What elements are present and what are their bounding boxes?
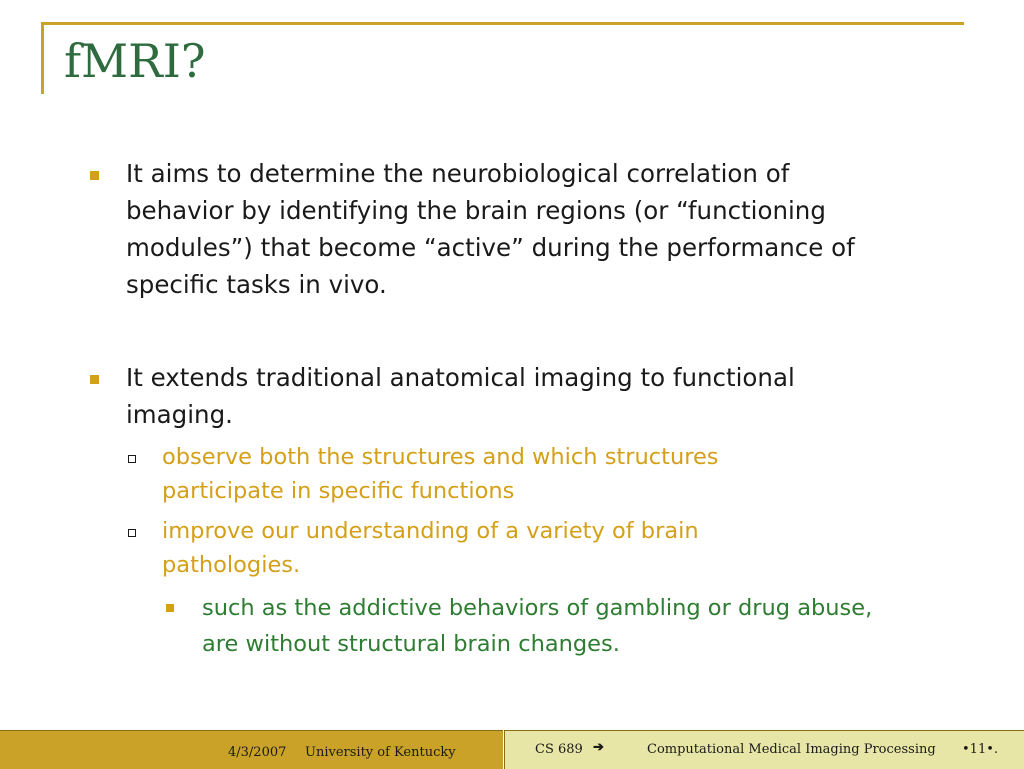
footer-date: 4/3/2007: [228, 745, 287, 760]
left-border-line: [41, 22, 44, 94]
sub-bullet-text: observe both the structures and which structures participate in specific functions: [162, 444, 719, 504]
footer-university: University of Kentucky: [305, 745, 456, 760]
bullet-item: [126, 359, 886, 433]
hollow-square-bullet-icon: [128, 455, 136, 463]
sub-bullet-text: improve our understanding of a variety of brain pathologies.: [162, 518, 699, 578]
slide-footer: [0, 730, 1024, 768]
bullet-text: It extends traditional anatomical imaging to functional imaging.: [126, 363, 795, 429]
footer-course-name: Computational Medical Imaging Processing: [647, 742, 936, 757]
slide-title: fMRI?: [64, 34, 206, 88]
bullet-text: It aims to determine the neurobiological correlation of behavior by identifying the brain regions (or “functioning modules”) that become “active” during the performance of specific tasks in vivo.: [126, 159, 855, 299]
footer-page-number: •11•.: [962, 742, 999, 757]
footer-right-panel: [504, 730, 1024, 769]
sub-bullet-item: [162, 514, 802, 582]
footer-left-panel: [0, 730, 503, 769]
arrow-right-icon: ➔: [593, 740, 604, 755]
sub-sub-bullet-item: [202, 590, 882, 662]
square-bullet-icon: [90, 171, 99, 180]
sub-bullet-item: [162, 440, 802, 508]
bullet-item: [126, 155, 886, 303]
hollow-square-bullet-icon: [128, 529, 136, 537]
square-bullet-icon: [90, 375, 99, 384]
top-border-line: [44, 22, 964, 25]
footer-course: CS 689: [535, 742, 583, 757]
square-bullet-icon: [166, 604, 174, 612]
sub-sub-bullet-text: such as the addictive behaviors of gambling or drug abuse, are without structural brain changes.: [202, 595, 873, 657]
